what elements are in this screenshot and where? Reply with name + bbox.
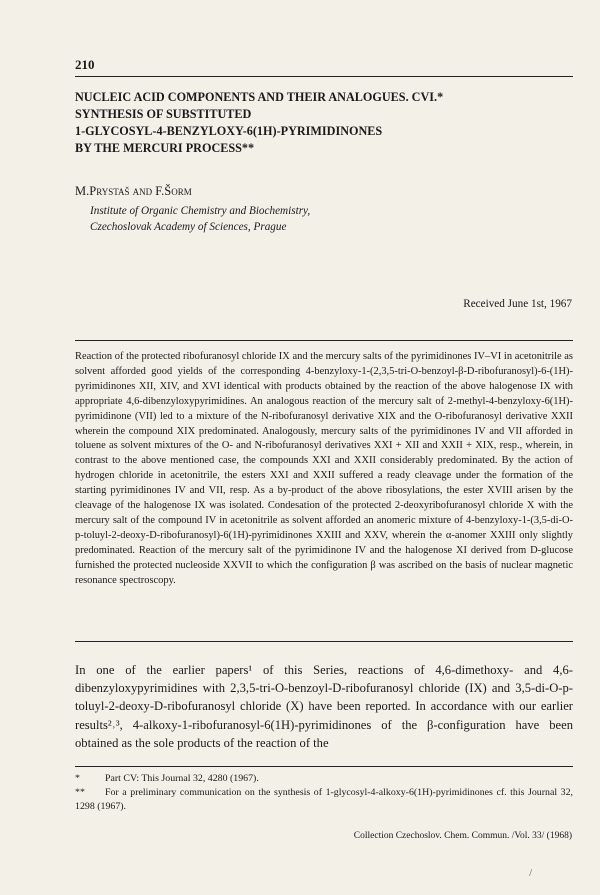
affiliation [90,203,310,235]
title-line-2: SYNTHESIS OF SUBSTITUTED [75,107,252,121]
footnote-1-text: Part CV: This Journal 32, 4280 (1967). [105,773,259,784]
abstract: Reaction of the protected ribofuranosyl chloride IX and the mercury salts of the pyrimidinones IV–VI in acetonitrile as solvent afforded good yields of the corresponding 4-benzyloxy-1-(2,3,5-tri-O-benzoyl-β-D-ribofuranosyl)-6-(1H)-pyrimidinones XII, XIV, and XVI identical with products obtained by the reaction of the above halogenose IX with appropriate 4,6-dibenzyloxypyrimidines. An analogous reaction of the mercury salt of 2-methyl-4-benzyloxy-6(1H)-pyrimidinone (VII) led to a mixture of the N-ribofuranosyl derivative XIX and the O-ribofuranosyl derivative XXII wherein the compound XIX predominated. Analogously, mercury salts of the pyrimidinones IV and VII afforded in toluene as solvent mixtures of the O- and N-ribofuranosyl derivatives XXI + XII and XXII + XIX, resp., wherein, in contrast to the above mentioned case, the compounds XXI and XXII considerably predominated. By the action of hydrogen chloride in acetonitrile, the esters XXI and XXII suffered a ready cleavage under the formation of the starting pyrimidinones IV and VII, resp. As a by-product of the above ribosylations, the ester XVIII arisen by the cleavage of the halogenose IX was isolated. Condesation of the protected 2-deoxyribofuranosyl chloride X with the mercury salt of the compound IV in acetonitrile as solvent afforded an anomeric mixture of 4-benzyloxy-1-(3,5-di-O-p-toluyl-2-deoxy-D-ribofuranosyl)-6(1H)-pyrimidinones XXIII and XXV, wherein the α-anomer XXIII only slightly predominated. Reaction of the mercury salt of the pyrimidinone IV and the halogenose XI derived from D-glucose furnished the protected nucleoside XXVII to which the configuration β was ascribed on the basis of nuclear magnetic resonance spectroscopy. [75,351,573,586]
pencil-mark: / [529,868,532,879]
authors: M.Prystaš and F.Šorm [75,184,192,198]
header-rule [75,76,573,77]
footnote-1 [75,772,573,786]
abstract-bottom-rule [75,641,573,642]
footnote-1-mark: * [75,773,80,784]
footnote-2-text: For a preliminary communication on the synthesis of 1-glycosyl-4-alkoxy-6(1H)-pyrimidinones cf. this Journal 32, 1298 (1967). [75,787,573,812]
abstract-top-rule [75,340,573,341]
footnote-rule [75,766,573,767]
footnote-2-mark: ** [75,787,85,798]
affiliation-line-2: Czechoslovak Academy of Sciences, Prague [90,221,287,233]
journal-footer: Collection Czechoslov. Chem. Commun. /Vol. 33/ (1968) [353,831,572,841]
footnote-2 [75,786,573,814]
body-text: In one of the earlier papers¹ of this Series, reactions of 4,6-dimethoxy- and 4,6-dibenzyloxypyrimidines with 2,3,5-tri-O-benzoyl-D-ribofuranosyl chloride (IX) and 3,5-di-O-p-toluyl-2-deoxy-D-ribofuranosyl chloride (X) have been reported. In accordance with our earlier results²˒³, 4-alkoxy-1-ribofuranosyl-6(1H)-pyrimidinones of the β-configuration have been obtained as the sole products of the reaction of the [75,663,573,750]
title-line-3: 1-GLYCOSYL-4-BENZYLOXY-6(1H)-PYRIMIDINONES [75,124,383,138]
page-number: 210 [75,57,95,72]
title-line-4: BY THE MERCURI PROCESS** [75,141,255,155]
title-line-1: NUCLEIC ACID COMPONENTS AND THEIR ANALOGUES. CVI.* [75,90,444,104]
affiliation-line-1: Institute of Organic Chemistry and Biochemistry, [90,205,311,217]
footnotes [75,772,573,814]
received-date: Received June 1st, 1967 [463,298,572,310]
title-block [75,89,575,157]
